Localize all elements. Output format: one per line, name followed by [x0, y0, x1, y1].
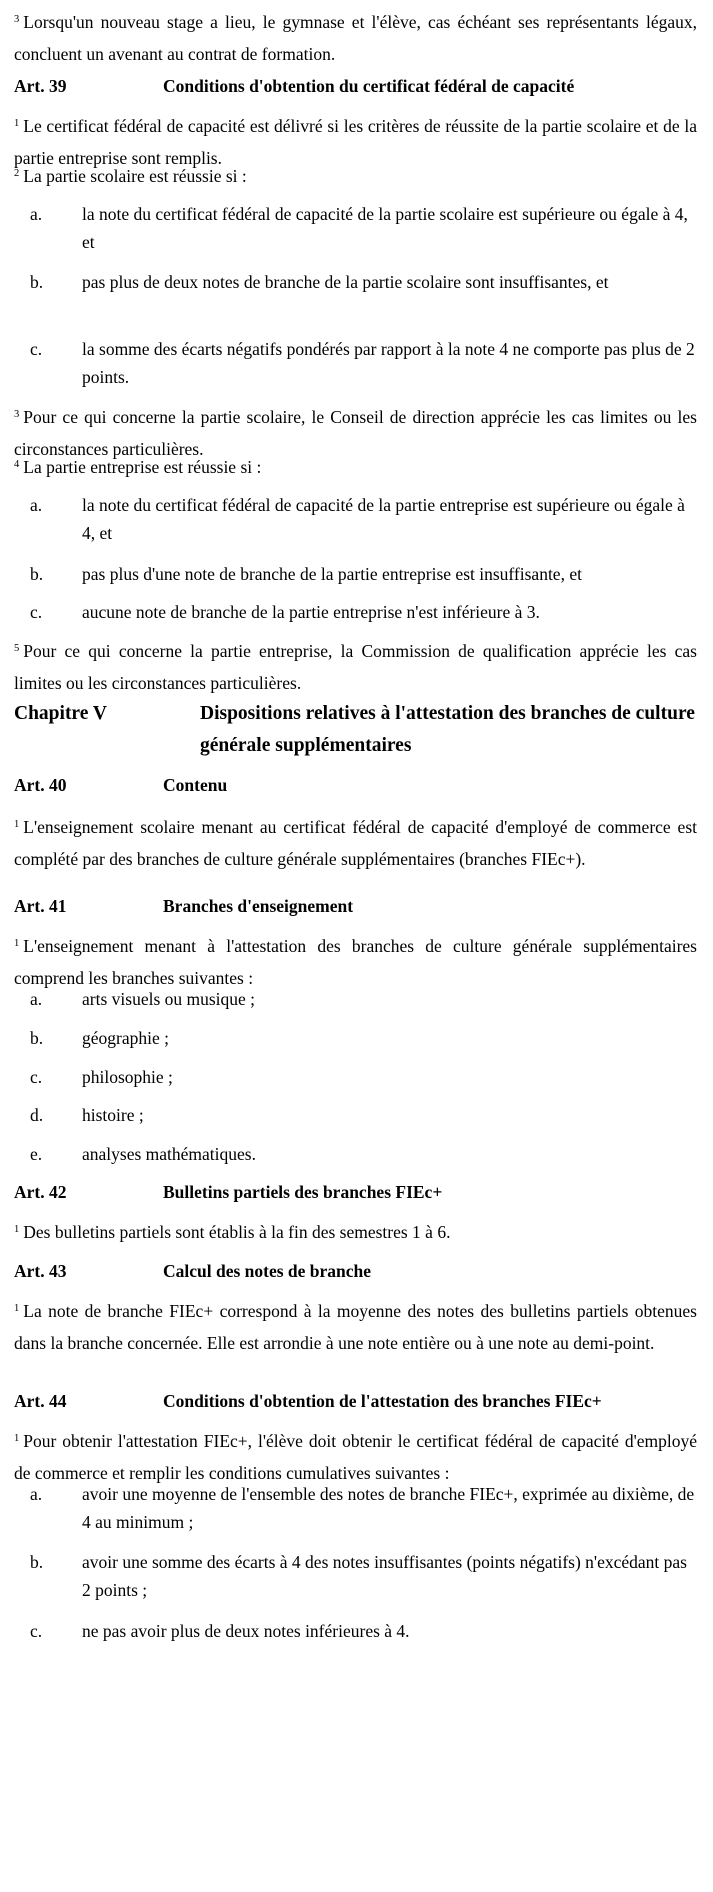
paragraph [14, 1297, 697, 1357]
paragraph-text: La partie entreprise est réussie si : [23, 457, 262, 477]
paragraph [14, 1427, 697, 1487]
list-item-letter: a. [30, 989, 43, 1009]
list-item [14, 1548, 697, 1604]
paragraph-number: 5 [14, 643, 20, 654]
paragraph-text: L'enseignement scolaire menant au certificat fédéral de capacité d'employé de commerce est complété par des branches de culture générale supplémentaires (branches FIEc+). [14, 817, 697, 869]
article-number: Art. 43 [14, 1261, 67, 1281]
paragraph-text: La partie scolaire est réussie si : [23, 166, 247, 186]
list-item [14, 491, 697, 547]
list-item-text: géographie ; [82, 1028, 169, 1048]
article-title: Calcul des notes de branche [163, 1261, 372, 1281]
article-number: Art. 44 [14, 1391, 67, 1411]
list-item [14, 200, 697, 256]
list-item [14, 985, 697, 1013]
article-heading [14, 1387, 697, 1415]
list-item-letter: a. [30, 495, 43, 515]
paragraph-text: Pour ce qui concerne la partie entreprise, la Commission de qualification apprécie les cas limites ou les circonstances particulières. [14, 641, 697, 693]
paragraph-number: 3 [14, 14, 20, 25]
list-item-letter: b. [30, 1028, 44, 1048]
article-number: Art. 39 [14, 76, 67, 96]
paragraph [14, 1218, 697, 1250]
list-item [14, 560, 697, 588]
paragraph [14, 813, 697, 873]
list-item-text: ne pas avoir plus de deux notes inférieures à 4. [82, 1621, 410, 1641]
list-item-letter: a. [30, 1484, 43, 1504]
article-heading [14, 1257, 697, 1285]
paragraph [14, 162, 697, 194]
article-heading [14, 892, 697, 920]
article-number: Art. 42 [14, 1182, 67, 1202]
list-item [14, 1140, 697, 1168]
list-item-letter: d. [30, 1105, 44, 1125]
list-item-letter: c. [30, 1621, 43, 1641]
article-title: Branches d'enseignement [163, 896, 354, 916]
article-heading [14, 1178, 697, 1206]
list-item [14, 1101, 697, 1129]
list-item-letter: c. [30, 339, 43, 359]
list-item [14, 268, 697, 296]
list-item-text: analyses mathématiques. [82, 1144, 256, 1164]
paragraph-number: 1 [14, 1303, 20, 1314]
list-item [14, 1480, 697, 1536]
paragraph-text: Pour ce qui concerne la partie scolaire, le Conseil de direction apprécie les cas limites ou les circonstances particulières. [14, 407, 697, 459]
list-item [14, 335, 697, 391]
list-item-text: avoir une moyenne de l'ensemble des notes de branche FIEc+, exprimée au dixième, de 4 au minimum ; [82, 1484, 695, 1532]
list-item-letter: b. [30, 564, 44, 584]
paragraph-text: Des bulletins partiels sont établis à la fin des semestres 1 à 6. [23, 1222, 451, 1242]
list-item-text: la somme des écarts négatifs pondérés par rapport à la note 4 ne comporte pas plus de 2 points. [82, 339, 695, 387]
chapter-heading [14, 698, 697, 762]
list-item [14, 1024, 697, 1052]
paragraph-number: 1 [14, 1224, 20, 1235]
list-item-text: avoir une somme des écarts à 4 des notes insuffisantes (points négatifs) n'excédant pas 2 points ; [82, 1552, 687, 1600]
paragraph-number: 4 [14, 459, 20, 470]
paragraph-text: Pour obtenir l'attestation FIEc+, l'élève doit obtenir le certificat fédéral de capacité d'employé de commerce et remplir les conditions cumulatives suivantes : [14, 1431, 697, 1483]
chapter-title: Dispositions relatives à l'attestation des branches de culture générale supplémentaires [200, 703, 695, 756]
chapter-number: Chapitre V [14, 703, 107, 724]
list-item [14, 1063, 697, 1091]
list-item-text: arts visuels ou musique ; [82, 989, 256, 1009]
paragraph [14, 8, 697, 68]
list-item-letter: a. [30, 204, 43, 224]
article-title: Conditions d'obtention de l'attestation des branches FIEc+ [163, 1391, 602, 1411]
list-item-letter: c. [30, 602, 43, 622]
list-item-text: histoire ; [82, 1105, 144, 1125]
paragraph-number: 1 [14, 118, 20, 129]
paragraph-number: 2 [14, 168, 20, 179]
list-item-letter: b. [30, 1552, 44, 1572]
paragraph-text: La note de branche FIEc+ correspond à la moyenne des notes des bulletins partiels obtenues dans la branche concernée. Elle est arrondie à une note entière ou à une note au demi-point. [14, 1301, 697, 1353]
article-title: Conditions d'obtention du certificat fédéral de capacité [163, 76, 575, 96]
paragraph-number: 3 [14, 409, 20, 420]
list-item-text: pas plus de deux notes de branche de la partie scolaire sont insuffisantes, et [82, 272, 609, 292]
paragraph-number: 1 [14, 1433, 20, 1444]
list-item-text: aucune note de branche de la partie entreprise n'est inférieure à 3. [82, 602, 540, 622]
article-number: Art. 41 [14, 896, 67, 916]
paragraph-text: Lorsqu'un nouveau stage a lieu, le gymnase et l'élève, cas échéant ses représentants légaux, concluent un avenant au contrat de formation. [14, 12, 697, 64]
article-heading [14, 771, 697, 799]
list-item-text: pas plus d'une note de branche de la partie entreprise est insuffisante, et [82, 564, 582, 584]
paragraph-number: 1 [14, 819, 20, 830]
paragraph [14, 453, 697, 485]
paragraph [14, 637, 697, 697]
list-item-text: la note du certificat fédéral de capacité de la partie entreprise est supérieure ou égale à 4, et [82, 495, 685, 543]
list-item-letter: e. [30, 1144, 43, 1164]
paragraph-number: 1 [14, 938, 20, 949]
paragraph-text: Le certificat fédéral de capacité est délivré si les critères de réussite de la partie scolaire et de la partie entreprise sont remplis. [14, 116, 697, 168]
paragraph [14, 932, 697, 992]
article-title: Bulletins partiels des branches FIEc+ [163, 1182, 443, 1202]
article-number: Art. 40 [14, 775, 67, 795]
article-heading [14, 72, 697, 100]
paragraph-text: L'enseignement menant à l'attestation des branches de culture générale supplémentaires comprend les branches suivantes : [14, 936, 697, 988]
article-title: Contenu [163, 775, 228, 795]
list-item-text: philosophie ; [82, 1067, 173, 1087]
list-item-letter: c. [30, 1067, 43, 1087]
list-item [14, 598, 697, 626]
list-item [14, 1617, 697, 1645]
list-item-letter: b. [30, 272, 44, 292]
list-item-text: la note du certificat fédéral de capacité de la partie scolaire est supérieure ou égale à 4, et [82, 204, 688, 252]
